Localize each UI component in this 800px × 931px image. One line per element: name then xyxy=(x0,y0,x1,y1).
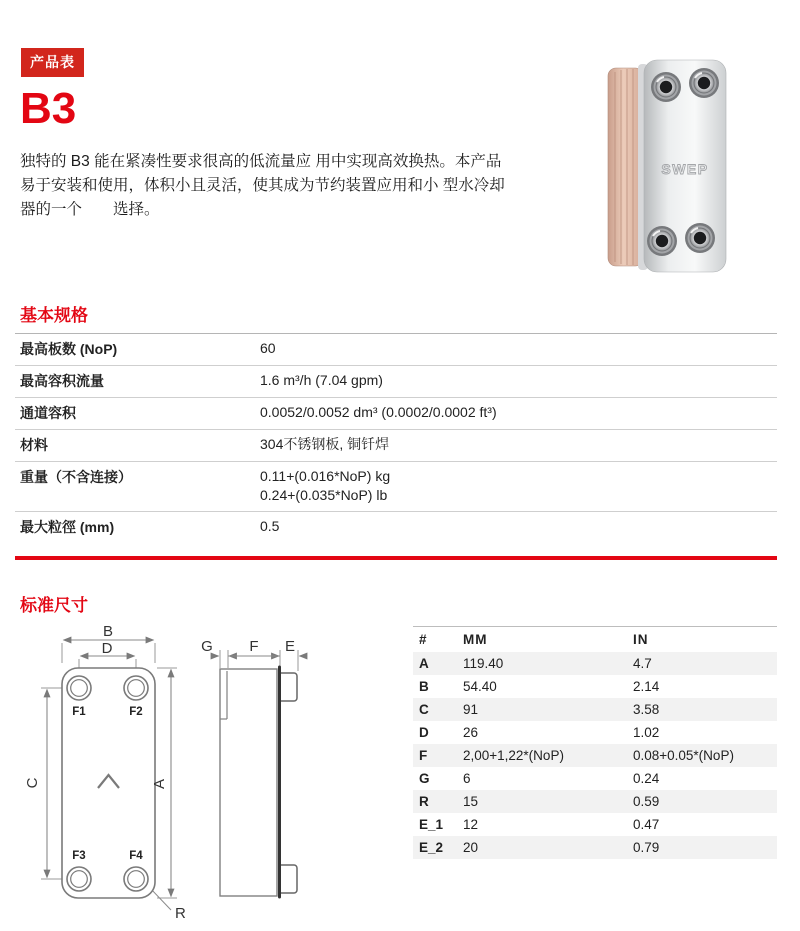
basic-specs-table xyxy=(15,333,777,543)
dims-header-in: IN xyxy=(633,632,649,647)
dimensions-heading: 标准尺寸 xyxy=(20,596,88,615)
dims-ref: A xyxy=(419,656,429,671)
port-label-F4: F4 xyxy=(129,850,143,862)
spec-row xyxy=(15,334,777,366)
port-bottom-left xyxy=(647,226,677,256)
basic-specs-heading: 基本规格 xyxy=(20,306,88,325)
dim-label-G: G xyxy=(201,638,213,655)
dims-in: 1.02 xyxy=(633,725,660,740)
dims-mm: 6 xyxy=(463,771,471,786)
dims-in: 2.14 xyxy=(633,679,660,694)
section-divider xyxy=(15,556,777,560)
dims-header-mm: MM xyxy=(463,632,488,647)
spec-value-line: 0.5 xyxy=(260,518,280,534)
product-sheet-badge: 产品表 xyxy=(21,48,84,77)
spec-value xyxy=(260,430,777,462)
dims-ref: F xyxy=(419,748,428,763)
dims-ref: R xyxy=(419,794,429,809)
spec-value-line: 0.0052/0.0052 dm³ (0.0002/0.0002 ft³) xyxy=(260,404,497,420)
plate-body-outline xyxy=(62,668,155,898)
spec-value-line: 1.6 m³/h (7.04 gpm) xyxy=(260,372,383,388)
spec-row xyxy=(15,512,777,544)
swep-logo: SWEP xyxy=(661,161,709,177)
dim-label-E: E xyxy=(284,638,296,655)
spec-row xyxy=(15,366,777,398)
dim-label-C: C xyxy=(24,777,41,789)
dims-in: 4.7 xyxy=(633,656,652,671)
dims-row xyxy=(413,790,777,813)
spec-table-body xyxy=(15,334,777,544)
spec-value-line: 0.11+(0.016*NoP) kg xyxy=(260,468,391,484)
dims-in: 0.47 xyxy=(633,817,660,832)
copper-side-panel xyxy=(608,68,643,266)
port-label-F2: F2 xyxy=(129,706,143,718)
port-bottom-right xyxy=(685,223,715,253)
dims-in: 3.58 xyxy=(633,702,660,717)
dims-row xyxy=(413,836,777,859)
top-port-stub xyxy=(281,673,297,701)
dims-mm: 91 xyxy=(463,702,479,717)
description-line: 独特的 B3 能在紧凑性要求很高的低流量应 用中实现高效换热。本产品 xyxy=(20,153,502,170)
dims-row xyxy=(413,744,777,767)
spec-value-line: 60 xyxy=(260,340,276,356)
spec-label: 最大粒徑 (mm) xyxy=(20,519,115,535)
dims-mm: 26 xyxy=(463,725,479,740)
spec-label: 通道容积 xyxy=(20,405,76,421)
dims-row xyxy=(413,767,777,790)
dims-mm: 2,00+1,22*(NoP) xyxy=(463,748,564,763)
dim-label-F: F xyxy=(249,638,259,655)
side-body-outline xyxy=(220,669,277,896)
page-title: B3 xyxy=(20,84,77,133)
dims-mm: 20 xyxy=(463,840,479,855)
dim-label-R: R xyxy=(175,905,186,922)
dims-row xyxy=(413,698,777,721)
spec-value-line: 304不锈钢板, 铜钎焊 xyxy=(260,436,390,452)
port-top-left xyxy=(651,72,681,102)
spec-value xyxy=(260,512,777,544)
dimensions-table xyxy=(413,626,777,859)
spec-label: 材料 xyxy=(20,437,48,453)
port-label-F1: F1 xyxy=(72,706,86,718)
dims-ref: G xyxy=(419,771,430,786)
bottom-port-stub xyxy=(281,865,297,893)
dims-ref: E_2 xyxy=(419,840,444,855)
dims-ref: D xyxy=(419,725,429,740)
spec-value xyxy=(260,334,777,366)
dims-mm: 119.40 xyxy=(463,656,504,671)
spec-value xyxy=(260,398,777,430)
dims-row xyxy=(413,813,777,836)
dims-mm: 12 xyxy=(463,817,479,832)
dims-ref: C xyxy=(419,702,429,717)
dims-header-hash: # xyxy=(419,632,428,647)
dims-mm: 15 xyxy=(463,794,479,809)
dims-in: 0.79 xyxy=(633,840,660,855)
dims-in: 0.08+0.05*(NoP) xyxy=(633,748,734,763)
side-view-drawing xyxy=(195,626,325,928)
spec-value xyxy=(260,462,777,512)
port-label-F3: F3 xyxy=(72,850,86,862)
spec-value xyxy=(260,366,777,398)
dim-label-D: D xyxy=(101,640,113,657)
port-top-right xyxy=(689,68,719,98)
spec-row xyxy=(15,430,777,462)
dims-row xyxy=(413,675,777,698)
spec-row xyxy=(15,462,777,512)
product-description xyxy=(20,150,568,222)
description-line: 易于安装和使用，体积小且灵活，使其成为节约装置应用和小 型水冷却 xyxy=(20,177,505,194)
dims-in: 0.24 xyxy=(633,771,660,786)
dim-label-A: A xyxy=(151,778,168,790)
product-photo xyxy=(594,52,770,280)
dims-row xyxy=(413,721,777,744)
description-line: 器的一个 选择。 xyxy=(20,201,160,218)
dims-row xyxy=(413,652,777,675)
dims-header-row xyxy=(413,627,777,653)
spec-label: 最高容积流量 xyxy=(20,373,104,389)
spec-label: 最高板数 (NoP) xyxy=(20,341,118,357)
dims-table-body xyxy=(413,652,777,859)
front-view-drawing xyxy=(15,626,205,928)
dims-mm: 54.40 xyxy=(463,679,497,694)
spec-row xyxy=(15,398,777,430)
dims-in: 0.59 xyxy=(633,794,660,809)
spec-label: 重量（不含连接） xyxy=(20,469,132,485)
dims-ref: B xyxy=(419,679,429,694)
dims-ref: E_1 xyxy=(419,817,444,832)
dim-label-B: B xyxy=(102,626,114,640)
spec-value-line: 0.24+(0.035*NoP) lb xyxy=(260,487,388,503)
